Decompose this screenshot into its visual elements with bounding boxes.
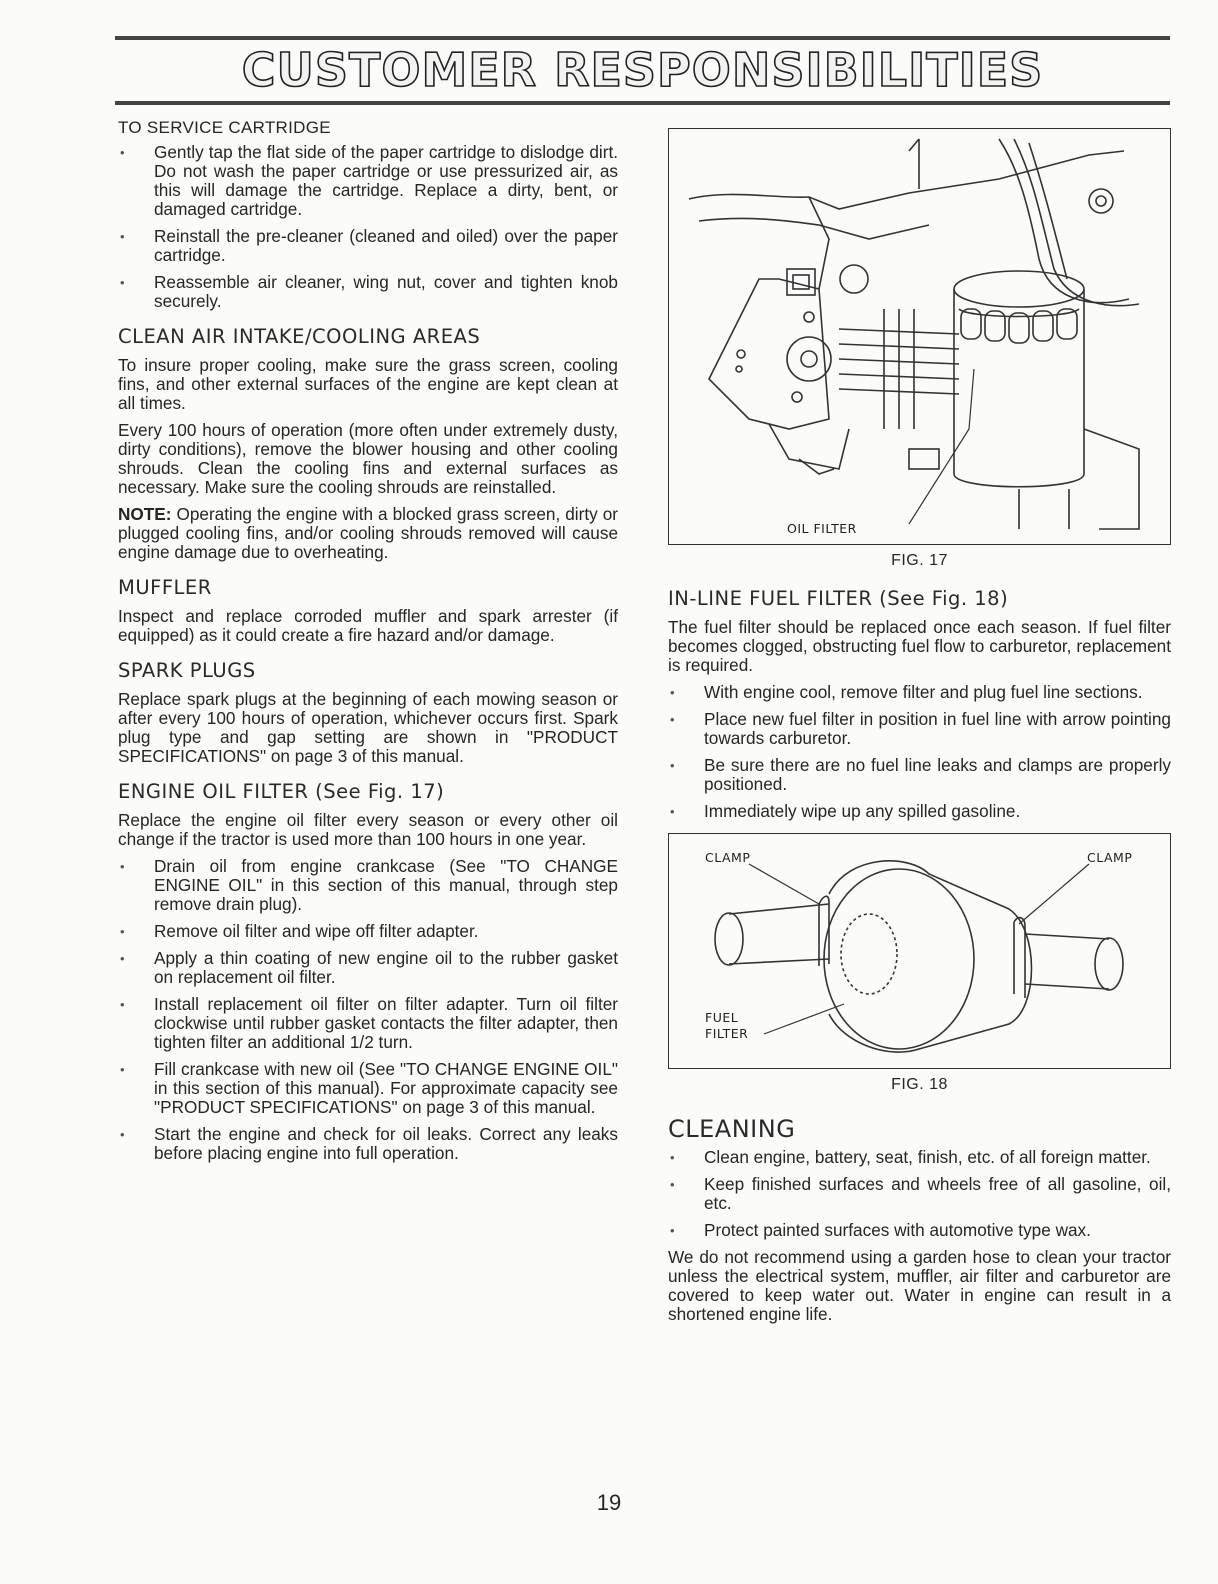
spark-plugs-paragraph: Replace spark plugs at the beginning of each mowing season or after every 100 hours of operation, whichever occurs first. Spark plug type and gap setting are shown in "PRODUCT SPECIFICATIONS" on page 3 of this manual. <box>118 689 618 766</box>
oil-filter-list <box>118 857 618 1163</box>
spark-plugs-heading: SPARK PLUGS <box>118 659 256 682</box>
list-item: • Install replacement oil filter on filter adapter. Turn oil filter clockwise until rubber gasket contacts the filter adapter, then tighten filter an additional 1/2 turn. <box>118 995 618 1052</box>
list-item: • Drain oil from engine crankcase (See "TO CHANGE ENGINE OIL" in this section of this manual, through step remove drain plug). <box>118 857 618 914</box>
cleaning-list <box>668 1148 1171 1240</box>
oil-filter-label: OIL FILTER <box>787 521 857 536</box>
page-number: 19 <box>596 1490 622 1515</box>
list-item: • Immediately wipe up any spilled gasoline. <box>668 802 1171 821</box>
list-item: • Clean engine, battery, seat, finish, etc. of all foreign matter. <box>668 1148 1171 1167</box>
list-item: • Keep finished surfaces and wheels free of all gasoline, oil, etc. <box>668 1175 1171 1213</box>
list-item: • Be sure there are no fuel line leaks and clamps are properly positioned. <box>668 756 1171 794</box>
list-item: • Start the engine and check for oil leaks. Correct any leaks before placing engine into full operation. <box>118 1125 618 1163</box>
list-item: • Fill crankcase with new oil (See "TO CHANGE ENGINE OIL" in this section of this manual). For approximate capacity see "PRODUCT SPECIFICATIONS" on page 3 of this manual. <box>118 1060 618 1117</box>
list-item: • Reinstall the pre-cleaner (cleaned and oiled) over the paper cartridge. <box>118 227 618 265</box>
fig17-illustration <box>668 128 1171 545</box>
page-title: CUSTOMER RESPONSIBILITIES <box>241 43 1044 97</box>
service-cartridge-subheading: TO SERVICE CARTRIDGE <box>118 118 331 137</box>
list-item: • Reassemble air cleaner, wing nut, cover and tighten knob securely. <box>118 273 618 311</box>
right-column <box>668 128 1171 1332</box>
note-paragraph <box>118 505 618 562</box>
fuel-filter-intro: The fuel filter should be replaced once each season. If fuel filter becomes clogged, obstructing fuel flow to carburetor, replacement is required. <box>668 617 1171 675</box>
fuel-filter-heading: IN-LINE FUEL FILTER (See Fig. 18) <box>668 587 1009 610</box>
fig18-caption: FIG. 18 <box>891 1076 948 1093</box>
list-item: • Gently tap the flat side of the paper cartridge to dislodge dirt. Do not wash the paper cartridge or use pressurized air, as this will damage the cartridge. Replace a dirty, bent, or damaged cartridge. <box>118 143 618 219</box>
fuel-label: FUEL <box>705 1010 739 1025</box>
clamp-right-label: CLAMP <box>1087 850 1133 865</box>
top-rule <box>115 36 1170 40</box>
list-item: • Protect painted surfaces with automotive type wax. <box>668 1221 1171 1240</box>
oil-filter-intro: Replace the engine oil filter every season or every other oil change if the tractor is used more than 100 hours in one year. <box>118 810 618 849</box>
fuel-filter-drawing <box>669 834 1169 1067</box>
clean-air-paragraph: Every 100 hours of operation (more often under extremely dusty, dirty conditions), remove the blower housing and other cooling shrouds. Clean the cooling fins and external surfaces as necessary. Make sure the cooling shrouds are reinstalled. <box>118 420 618 497</box>
list-item: • Apply a thin coating of new engine oil to the rubber gasket on replacement oil filter. <box>118 949 618 987</box>
clean-air-paragraph: To insure proper cooling, make sure the grass screen, cooling fins, and other external surfaces of the engine are kept clean at all times. <box>118 355 618 413</box>
fig17-caption: FIG. 17 <box>891 552 948 569</box>
fig18-illustration <box>668 833 1171 1069</box>
service-cartridge-list <box>118 143 618 311</box>
muffler-paragraph: Inspect and replace corroded muffler and spark arrester (if equipped) as it could create a fire hazard and/or damage. <box>118 606 618 645</box>
left-column <box>118 118 618 1171</box>
oil-filter-heading: ENGINE OIL FILTER (See Fig. 17) <box>118 780 445 803</box>
cleaning-paragraph: We do not recommend using a garden hose to clean your tractor unless the electrical system, muffler, air filter and carburetor are covered to keep water out. Water in engine can result in a shortened engine life. <box>668 1247 1171 1324</box>
engine-oil-filter-drawing <box>669 129 1169 543</box>
fuel-filter-list <box>668 683 1171 821</box>
note-text: Operating the engine with a blocked grass screen, dirty or plugged cooling fins, and/or cooling shrouds removed will cause engine damage due to overheating. <box>118 504 618 562</box>
list-item: • Place new fuel filter in position in fuel line with arrow pointing towards carburetor. <box>668 710 1171 748</box>
list-item: • With engine cool, remove filter and plug fuel line sections. <box>668 683 1171 702</box>
bottom-rule <box>115 101 1170 105</box>
clean-air-heading: CLEAN AIR INTAKE/COOLING AREAS <box>118 325 481 348</box>
cleaning-heading: CLEANING <box>668 1115 796 1143</box>
clamp-left-label: CLAMP <box>705 850 751 865</box>
list-item: • Remove oil filter and wipe off filter adapter. <box>118 922 618 941</box>
muffler-heading: MUFFLER <box>118 576 212 599</box>
note-label: NOTE: <box>118 504 172 524</box>
filter-label: FILTER <box>705 1026 749 1041</box>
